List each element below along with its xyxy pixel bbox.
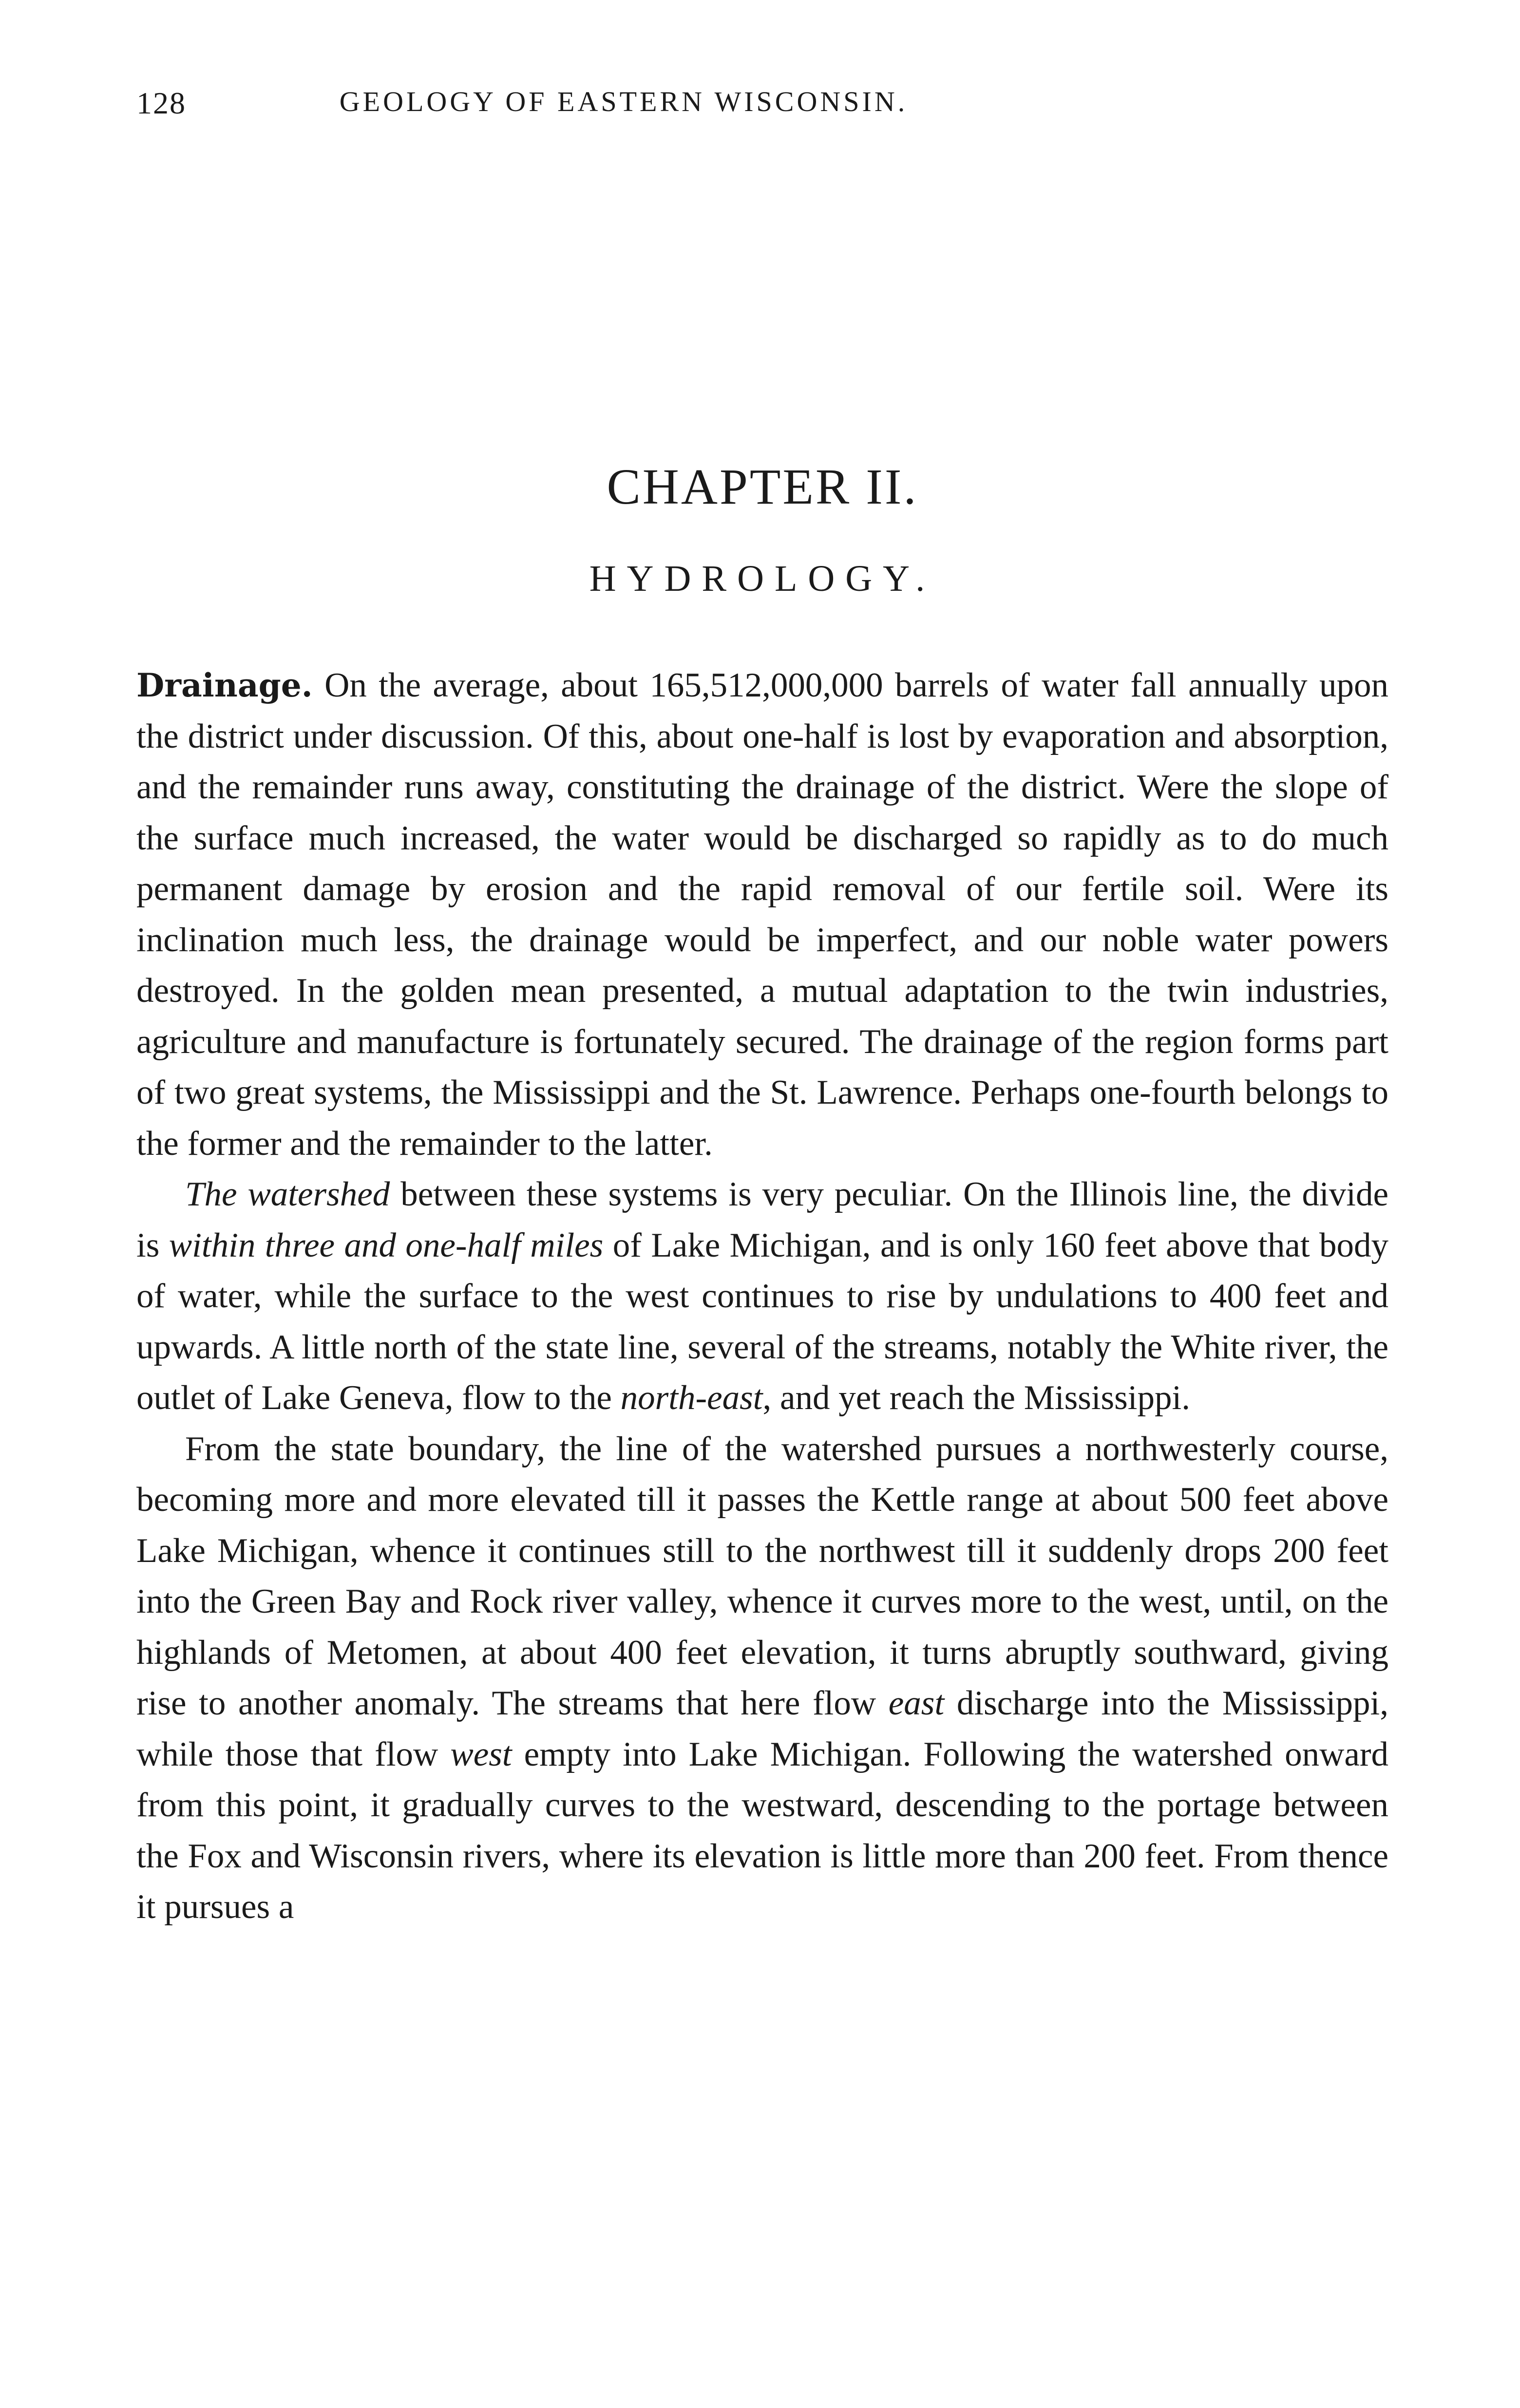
body-text: [136, 660, 1388, 1933]
italic-phrase: The watershed: [185, 1175, 390, 1213]
paragraph-drainage: [136, 660, 1388, 1169]
running-head: [136, 85, 1388, 129]
paragraph-watershed: [136, 1169, 1388, 1424]
paragraph-text: On the average, about 165,512,000,000 barrels of water fall annually upon the district under discussion. Of this, about one-half is lost by evaporation and absorption, and the remainder runs away, constituting the drainage of the district. Were the slope of the surface much increased, the water would be discharged so rapidly as to do much permanent damage by erosion and the rapid removal of our fertile soil. Were its inclination much less, the drainage would be imperfect, and our noble water powers destroyed. In the golden mean presented, a mutual adaptation to the twin industries, agriculture and manufacture is fortunately secured. The drainage of the region forms part of two great systems, the Mississippi and the St. Lawrence. Perhaps one-fourth belongs to the former and the remainder to the latter.: [136, 666, 1388, 1163]
paragraph-text: empty into Lake Michigan. Following the watershed onward from this point, it gradually curves to the westward, descending to the portage between the Fox and Wisconsin rivers, where its elevation is little more than 200 feet. From thence it pursues a: [136, 1735, 1388, 1926]
paragraph-text: From the state boundary, the line of the watershed pursues a northwesterly course, becoming more and more elevated till it passes the Kettle range at about 500 feet above Lake Michigan, whence it continues still to the northwest till it suddenly drops 200 feet into the Green Bay and Rock river valley, whence it curves more to the west, until, on the highlands of Metomen, at about 400 feet elevation, it turns abruptly southward, giving rise to another anomaly. The streams that here flow: [136, 1430, 1388, 1722]
paragraph-text: of Lake Michigan, and is only 160 feet above that body of water, while the surface to the west continues to rise by undulations to 400 feet and upwards. A little north of the state line, several of the streams, notably the White river, the outlet of Lake Geneva, flow to the: [136, 1226, 1388, 1417]
paragraph-lead-drainage: Drainage.: [136, 666, 313, 704]
italic-phrase: north-east: [620, 1379, 763, 1417]
paragraph-text: , and yet reach the Mississippi.: [762, 1379, 1191, 1417]
paragraph-boundary: [136, 1424, 1388, 1933]
running-title: GEOLOGY OF EASTERN WISCONSIN.: [339, 86, 908, 117]
italic-phrase: within three and one-half miles: [169, 1226, 604, 1264]
section-title: HYDROLOGY.: [589, 558, 936, 599]
italic-phrase: west: [450, 1735, 512, 1773]
page-number: 128: [136, 86, 186, 120]
italic-phrase: east: [888, 1684, 945, 1722]
paragraph-text: discharge into the Mississippi, while those that flow: [136, 1684, 1388, 1773]
paragraph-text: between these systems is very peculiar. On the Illinois line, the divide is: [136, 1175, 1388, 1264]
chapter-title: CHAPTER II.: [607, 459, 918, 515]
